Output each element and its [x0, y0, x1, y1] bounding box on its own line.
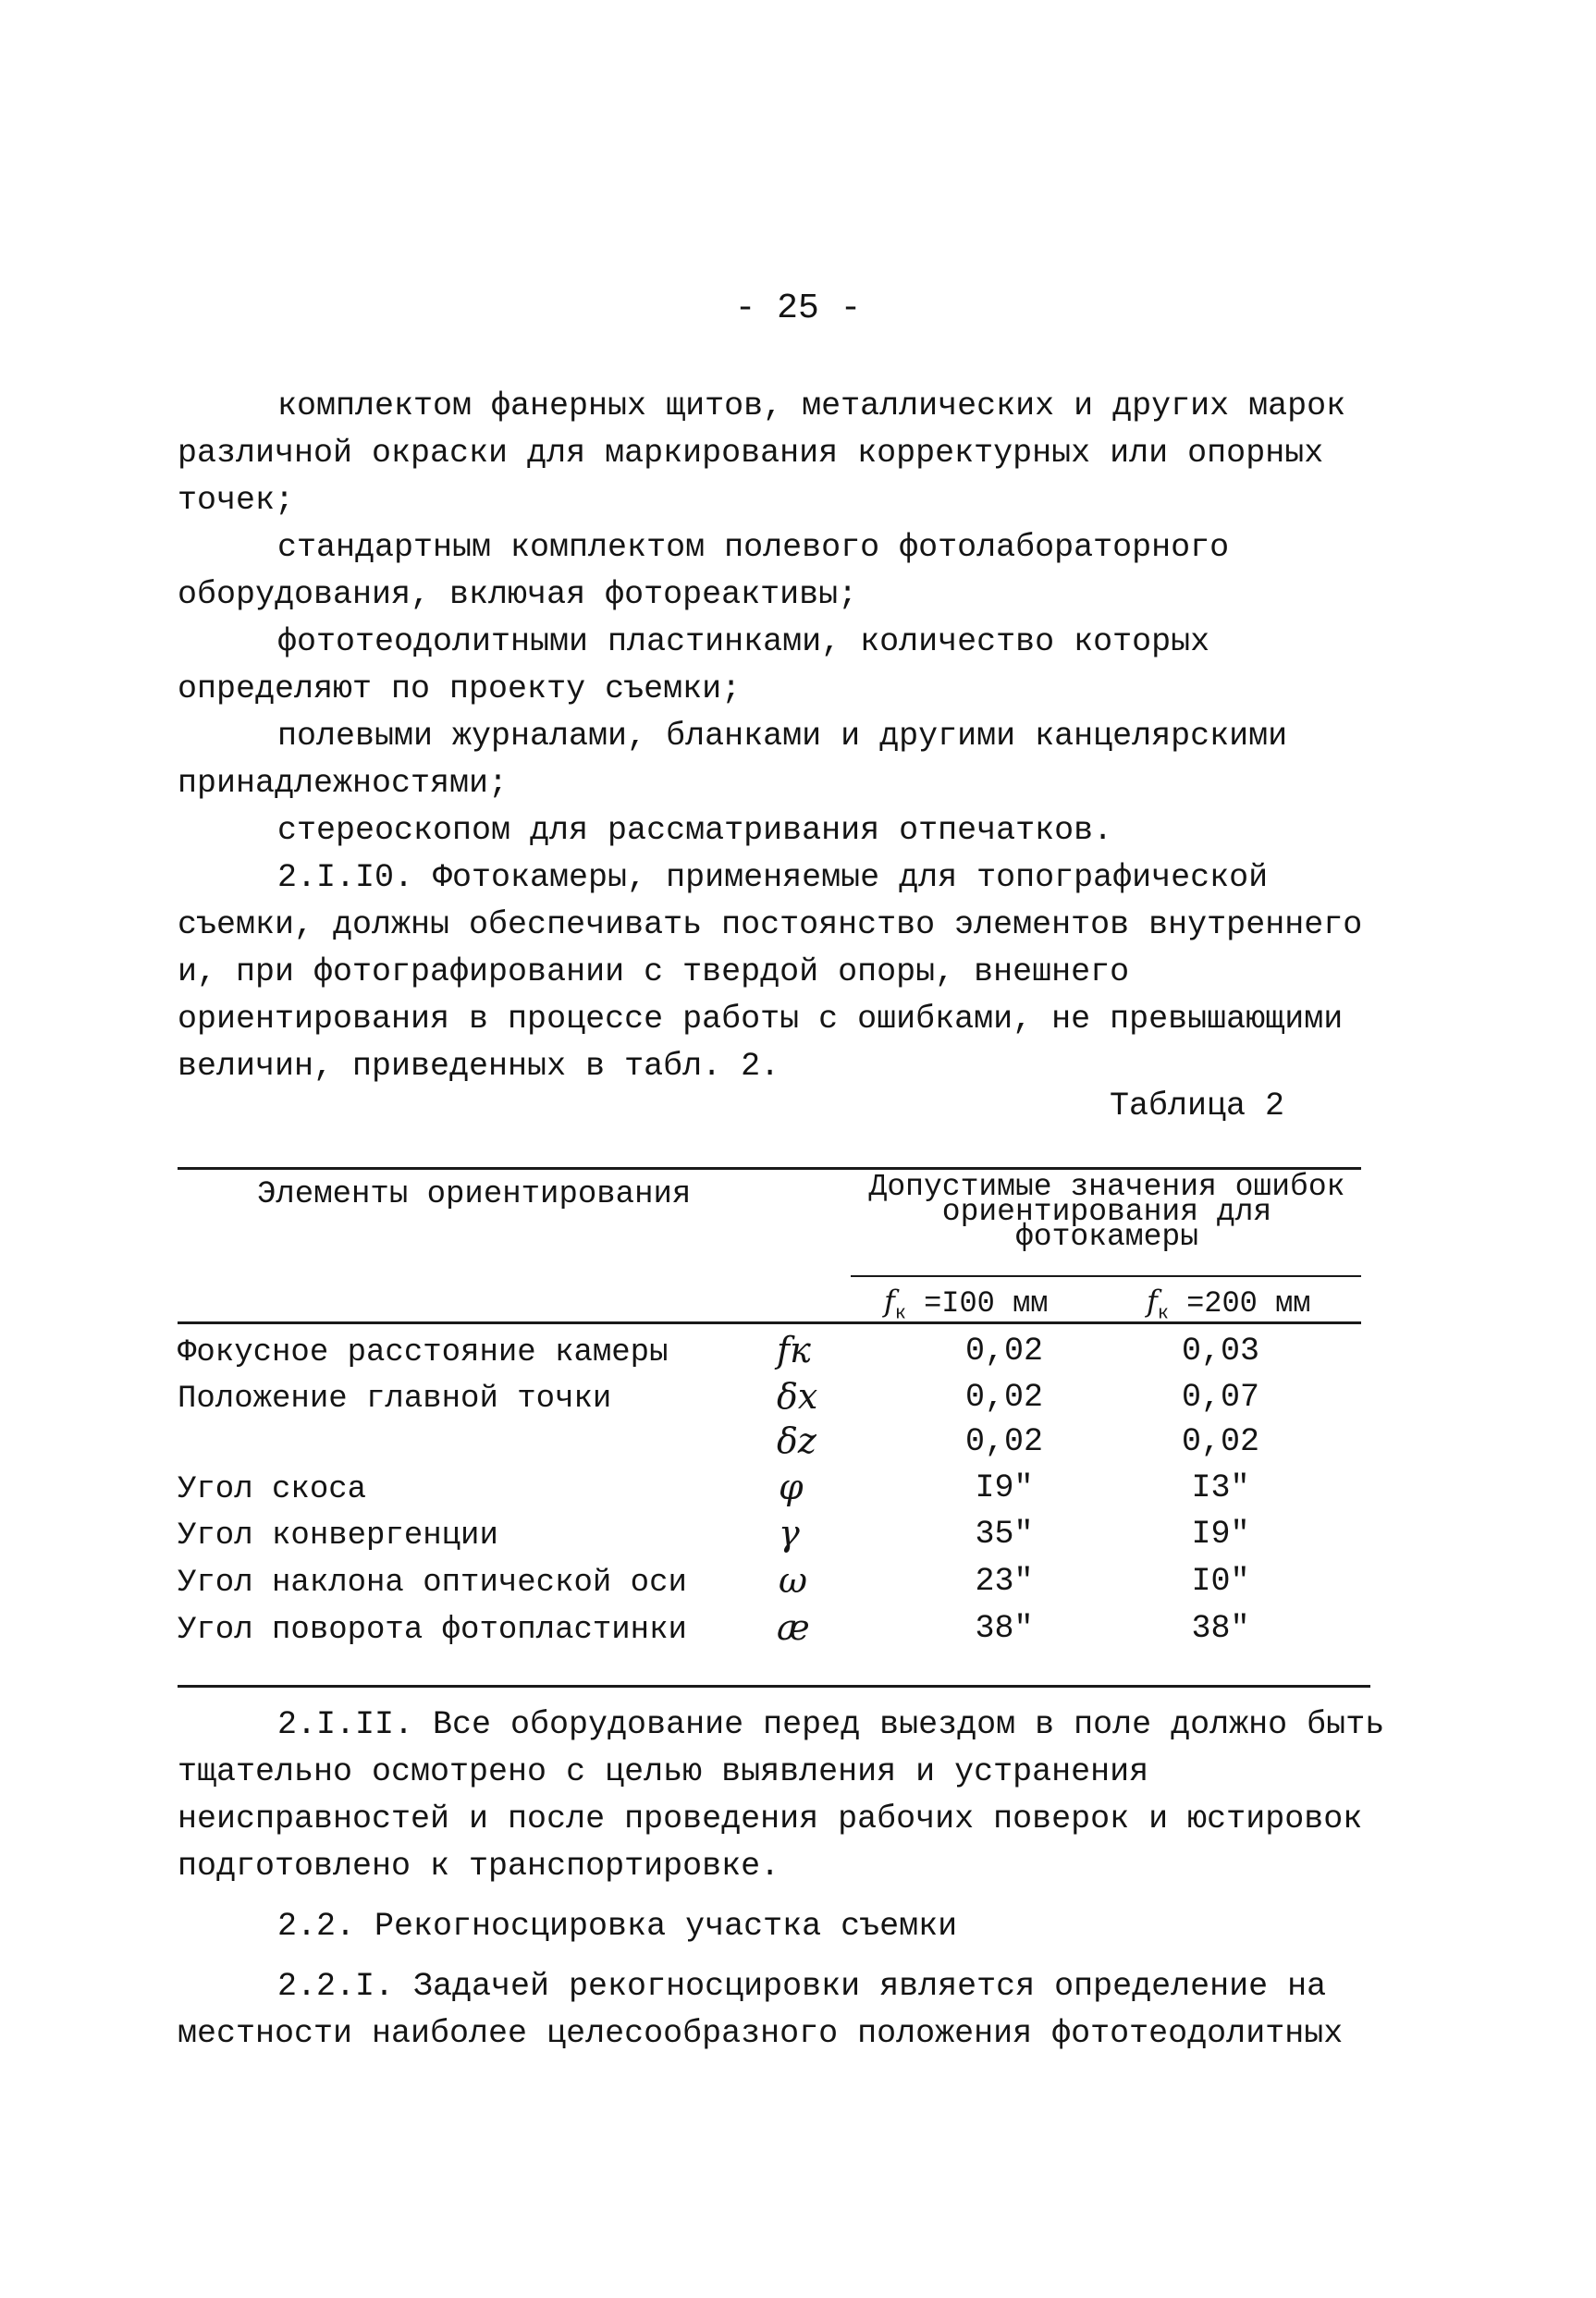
- row-value-200mm: 0,07: [1181, 1379, 1259, 1416]
- table-bottom-rule: [178, 1685, 1370, 1688]
- page-number: - 25 -: [734, 289, 862, 328]
- row-value-200mm: I9": [1191, 1516, 1250, 1553]
- focal-length-2-header: [1147, 1284, 1310, 1324]
- row-value-100mm: 23": [975, 1563, 1034, 1600]
- focal-length-1-header: [884, 1284, 1048, 1324]
- row-symbol: φ: [779, 1467, 804, 1507]
- paragraph: стандартным комплектом полевого фотолабораторного оборудования, включая фотореактивы;: [178, 529, 1249, 613]
- row-value-200mm: 0,03: [1181, 1333, 1259, 1370]
- row-name: Угол скоса: [178, 1472, 367, 1507]
- focal-symbol: f: [884, 1284, 895, 1319]
- row-name: Угол конвергенции: [178, 1518, 498, 1554]
- row-name: Положение главной точки: [178, 1382, 612, 1417]
- focal-subscript: к: [1157, 1303, 1169, 1325]
- row-value-100mm: I9": [975, 1469, 1034, 1506]
- row-symbol: δz: [777, 1420, 816, 1461]
- row-value-200mm: 38": [1191, 1610, 1250, 1647]
- row-name: Фокусное расстояние камеры: [178, 1335, 669, 1370]
- paragraph: 2.2.I. Задачей рекогносцировки является определение на местности наиболее целесообразного положения фототеодолитных: [178, 1968, 1346, 2052]
- table-header-left: Элементы ориентирования: [257, 1177, 692, 1212]
- row-value-100mm: 0,02: [964, 1333, 1043, 1370]
- focal-length-2-value: =200 мм: [1186, 1286, 1311, 1321]
- row-value-100mm: 0,02: [964, 1423, 1043, 1460]
- row-value-200mm: I3": [1191, 1469, 1250, 1506]
- row-symbol: æ: [777, 1607, 810, 1648]
- table-header-right: Допустимые значения ошибок ориентирования для фотокамеры: [868, 1170, 1345, 1254]
- row-value-200mm: 0,02: [1181, 1423, 1259, 1460]
- paragraph: стереоскопом для рассматривания отпечатков.: [277, 812, 1113, 849]
- row-value-200mm: I0": [1191, 1563, 1250, 1600]
- paragraph: 2.I.I0. Фотокамеры, применяемые для топографической съемки, должны обеспечивать постоянство элементов внутреннего и, при фотографировании с твердой опоры, внешнего ориентирования в процессе работы с ошибками, не превышающими величин, приведенных в табл. 2.: [178, 859, 1382, 1085]
- section-heading: 2.2. Рекогносцировка участка съемки: [277, 1908, 958, 1945]
- table-caption: Таблица 2: [1110, 1088, 1285, 1124]
- paragraph: комплектом фанерных щитов, металлических и других марок различной окраски для маркирования корректурных или опорных точек;: [178, 387, 1366, 519]
- row-value-100mm: 35": [975, 1516, 1034, 1553]
- body-text-bottom: [178, 1702, 1405, 2058]
- paragraph: полевыми журналами, бланками и другими канцелярскими принадлежностями;: [178, 718, 1307, 802]
- row-name: Угол наклона оптической оси: [178, 1566, 687, 1601]
- focal-symbol: f: [1147, 1284, 1158, 1319]
- row-symbol: γ: [779, 1513, 800, 1554]
- row-symbol: ω: [779, 1560, 807, 1601]
- row-symbol: δx: [777, 1376, 818, 1417]
- paragraph: 2.I.II. Все оборудование перед выездом в поле должно быть тщательно осмотрено с целью выявления и устранения неисправностей и после проведения рабочих поверок и юстировок подготовлено к транспортировке.: [178, 1706, 1405, 1885]
- table-header-subrule: [851, 1275, 1361, 1277]
- row-value-100mm: 38": [975, 1610, 1034, 1647]
- row-symbol: fк: [777, 1330, 811, 1370]
- focal-length-1-value: =I00 мм: [924, 1286, 1049, 1321]
- paragraph: фототеодолитными пластинками, количество которых определяют по проекту съемки;: [178, 623, 1230, 707]
- focal-subscript: к: [894, 1303, 906, 1325]
- body-text-top: [178, 383, 1389, 1090]
- row-name: Угол поворота фотопластинки: [178, 1613, 687, 1648]
- row-value-100mm: 0,02: [964, 1379, 1043, 1416]
